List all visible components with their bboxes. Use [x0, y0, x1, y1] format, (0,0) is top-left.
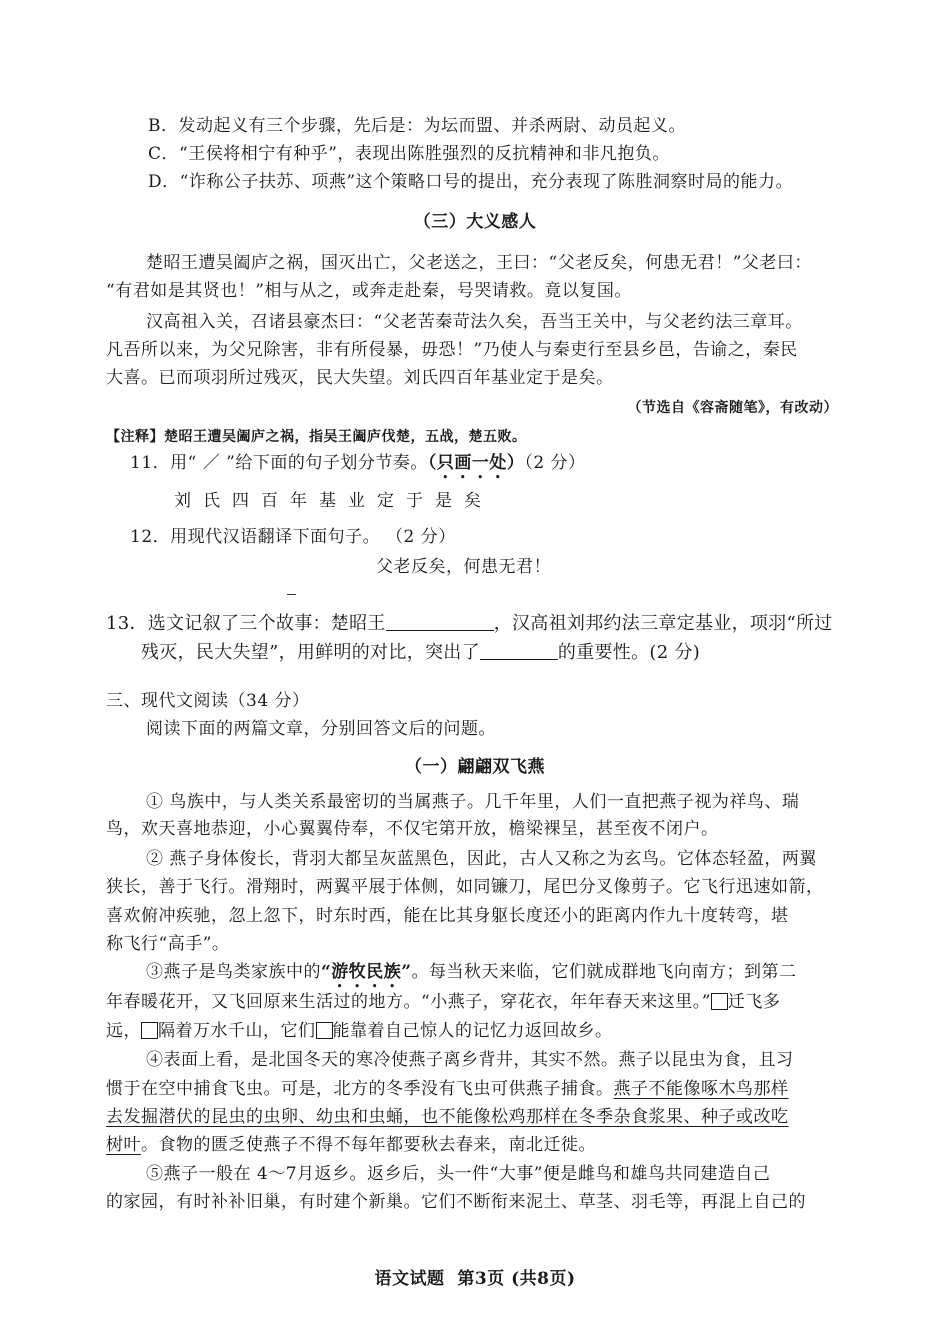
classical-p2-line1: 汉高祖入关，召诸县豪杰曰：“父老苦秦苛法久矣，吾当王关中，与父老约法三章耳。 [146, 312, 803, 332]
q13-blank-2[interactable] [480, 641, 558, 660]
p3-text-a: ③燕子是鸟类家族中的 [146, 962, 321, 982]
q13-text-a: 13．选文记叙了三个故事：楚昭王 [106, 613, 386, 634]
p4-underlined-a: 燕子不能像啄木鸟那样 [613, 1079, 789, 1099]
article-p2-line2: 狭长，善于飞行。滑翔时，两翼平展于体侧，如同镰刀，尾巴分叉像剪子。它飞行迅速如箭， [106, 877, 824, 897]
option-d: D．“诈称公子扶苏、项燕”这个策略口号的提出，充分表现了陈胜洞察时局的能力。 [148, 172, 794, 192]
article-p2-line3: 喜欢俯冲疾驰，忽上忽下，时东时西，能在比其身躯长度还小的距离内作九十度转弯，堪 [106, 906, 789, 926]
option-c: C．“王侯将相宁有种乎”，表现出陈胜强烈的反抗精神和非凡抱负。 [148, 144, 670, 164]
section-3-instruction: 阅读下面的两篇文章，分别回答文后的问题。 [146, 719, 496, 739]
classical-p1-line2: “有君如是其贤也！”相与从之，或奔走赴秦，号哭请救。竟以复国。 [106, 281, 632, 301]
q13-text-d: 的重要性。(2 分) [557, 642, 701, 663]
article-p1-line1: ① 鸟族中，与人类关系最密切的当属燕子。几千年里，人们一直把燕子视为祥鸟、瑞 [146, 792, 800, 812]
q13-text-c: 残灭，民大失望”，用鲜明的对比，突出了 [141, 642, 480, 663]
p3-emphasis: “游牧民族” [321, 962, 412, 982]
p3-text-f: 远， [106, 1021, 141, 1041]
q11-score: （2 分） [524, 453, 586, 473]
classical-note: 【注释】楚昭王遭吴阖庐之祸，指吴王阖庐伐楚，五战，楚五败。 [106, 429, 527, 445]
page-footer: 语文试题 第3页 (共8页) [374, 1269, 576, 1289]
question-11 [130, 452, 586, 483]
p3-text-c: 。每当秋天来临，它们就成群地飞向南方；到第二 [411, 962, 797, 982]
question-13-line2 [141, 641, 700, 664]
classical-title: （三）大义感人 [413, 212, 537, 232]
p4-underlined-b: 树叶 [106, 1135, 141, 1155]
p3-blank-box-1[interactable] [711, 993, 728, 1010]
article-p5-line2: 的家园，有时补补旧巢，有时建个新巢。它们不断衔来泥土、草茎、羽毛等，再混上自己的 [106, 1192, 806, 1212]
article-p4-line1: ④表面上看，是北国冬天的寒冷使燕子离乡背井，其实不然。燕子以昆虫为食，且习 [146, 1050, 794, 1070]
classical-source: （节选自《容斋随笔》，有改动） [627, 400, 838, 416]
article-p4-line4 [106, 1134, 596, 1156]
p4-text-a: 惯于在空中捕食飞虫。可是，北方的冬季没有飞虫可供燕子捕食。 [106, 1079, 614, 1099]
q11-sentence: 刘氏四百年基业定于是矣 [174, 491, 493, 511]
article-p5-line1: ⑤燕子一般在 4～7月返乡。返乡后，头一件“大事”便是雌鸟和雄鸟共同建造自己 [146, 1164, 771, 1184]
article-title: （一）翩翩双飞燕 [405, 757, 545, 777]
article-p3-line1 [146, 961, 797, 992]
article-p3-line3 [106, 1020, 613, 1042]
p3-text-d: 年春暖花开，又飞回原来生活过的地方。“小燕子，穿花衣，年年春天来这里。” [106, 992, 711, 1012]
p3-blank-box-2[interactable] [141, 1022, 158, 1039]
p3-text-e: 迁飞多 [727, 992, 781, 1012]
stray-mark [287, 594, 296, 595]
classical-p1-line1: 楚昭王遭吴阖庐之祸，国灭出亡，父老送之，王曰：“父老反矣，何患无君！”父老曰： [146, 253, 812, 273]
p4-text-b: 。食物的匮乏使燕子不得不每年都要秋去春来，南北迁徙。 [141, 1135, 596, 1155]
article-p2-line1: ② 燕子身体俊长，背羽大都呈灰蓝黑色，因此，古人又称之为玄鸟。它体态轻盈，两翼 [146, 849, 817, 869]
article-p4-line2 [106, 1078, 789, 1100]
article-p2-line4: 称飞行“高手”。 [106, 934, 230, 954]
q11-text: 11．用“ ／ ”给下面的句子划分节奏。 [130, 453, 428, 473]
q13-text-b: ，汉高祖刘邦约法三章定基业，项羽“所过 [493, 613, 833, 634]
p3-blank-box-3[interactable] [316, 1022, 333, 1039]
section-3-heading: 三、现代文阅读（34 分） [106, 691, 310, 711]
classical-p2-line3: 大喜。已而项羽所过残灭，民大失望。刘氏四百年基业定于是矣。 [106, 368, 614, 388]
p3-text-h: 能靠着自己惊人的记忆力返回故乡。 [332, 1021, 613, 1041]
classical-p2-line2: 凡吾所以来，为父兄除害，非有所侵暴，毋恐！”乃使人与秦吏行至县乡邑，告谕之，秦民 [106, 340, 798, 360]
option-b: B．发动起义有三个步骤，先后是：为坛而盟、并杀两尉、动员起义。 [148, 116, 686, 136]
q11-emphasis: （只画一处） [427, 453, 525, 473]
article-p4-line3: 去发掘潜伏的昆虫的虫卵、幼虫和虫蛹，也不能像松鸡那样在冬季杂食浆果、种子或改吃 [106, 1107, 789, 1127]
article-p3-line2 [106, 991, 780, 1013]
article-p1-line2: 鸟，欢天喜地恭迎，小心翼翼侍奉，不仅宅第开放，檐梁裸呈，甚至夜不闭户。 [106, 819, 719, 839]
question-13-line1 [106, 612, 833, 635]
question-12: 12．用现代汉语翻译下面句子。 （2 分） [130, 527, 456, 547]
q13-blank-1[interactable] [386, 612, 494, 631]
q12-sentence: 父老反矣，何患无君！ [376, 557, 551, 577]
p3-text-g: 隔着万水千山，它们 [158, 1021, 316, 1041]
